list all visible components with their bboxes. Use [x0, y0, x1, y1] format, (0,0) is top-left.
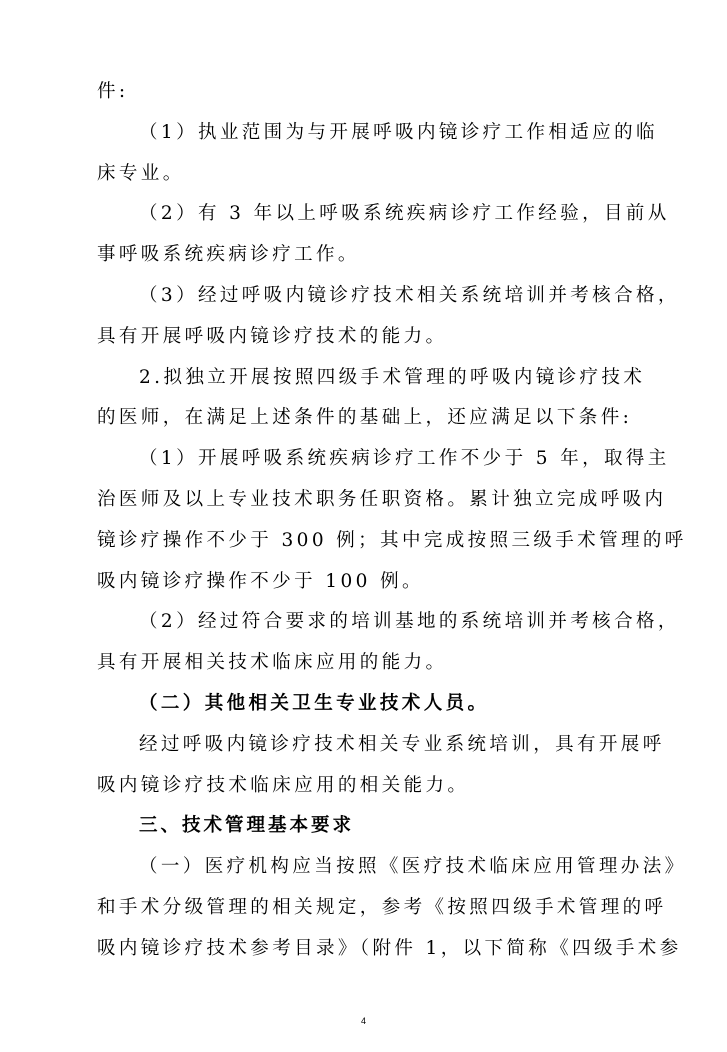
text-line: （2）经过符合要求的培训基地的系统培训并考核合格，: [139, 611, 680, 633]
text-line: 吸内镜诊疗技术临床应用的相关能力。: [97, 774, 470, 796]
text-line: 具有开展呼吸内镜诊疗技术的能力。: [97, 325, 448, 347]
document-body: [97, 72, 687, 970]
text-line: 床专业。: [97, 162, 185, 184]
text-line: 事呼吸系统疾病诊疗工作。: [97, 244, 360, 266]
subsection-heading: （二）其他相关卫生专业技术人员。: [139, 692, 490, 714]
text-line: （一）医疗机构应当按照《医疗技术临床应用管理办法》: [139, 856, 687, 878]
text-line: 经过呼吸内镜诊疗技术相关专业系统培训，具有开展呼: [139, 733, 665, 755]
section-heading: 三、技术管理基本要求: [139, 815, 355, 837]
text-line: （3）经过呼吸内镜诊疗技术相关系统培训并考核合格，: [139, 284, 680, 306]
text-line: 具有开展相关技术临床应用的能力。: [97, 652, 448, 674]
text-line: 治医师及以上专业技术职务任职资格。累计独立完成呼吸内: [97, 488, 667, 510]
text-line: 件:: [97, 81, 129, 102]
text-line: 吸内镜诊疗操作不少于 100 例。: [97, 570, 424, 592]
page-number: 4: [360, 1016, 366, 1026]
text-line: （2）有 3 年以上呼吸系统疾病诊疗工作经验，目前从: [139, 203, 670, 225]
text-line: 和手术分级管理的相关规定，参考《按照四级手术管理的呼: [97, 896, 667, 918]
text-line: 的医师，在满足上述条件的基础上，还应满足以下条件:: [97, 407, 633, 429]
text-line: 镜诊疗操作不少于 300 例；其中完成按照三级手术管理的呼: [97, 529, 687, 551]
text-line: （1）执业范围为与开展呼吸内镜诊疗工作相适应的临: [139, 121, 658, 143]
text-line: （1）开展呼吸系统疾病诊疗工作不少于 5 年，取得主: [139, 448, 670, 470]
text-line: 2.拟独立开展按照四级手术管理的呼吸内镜诊疗技术: [139, 366, 646, 388]
text-line: 吸内镜诊疗技术参考目录》（附件 1，以下简称《四级手术参: [97, 937, 682, 959]
